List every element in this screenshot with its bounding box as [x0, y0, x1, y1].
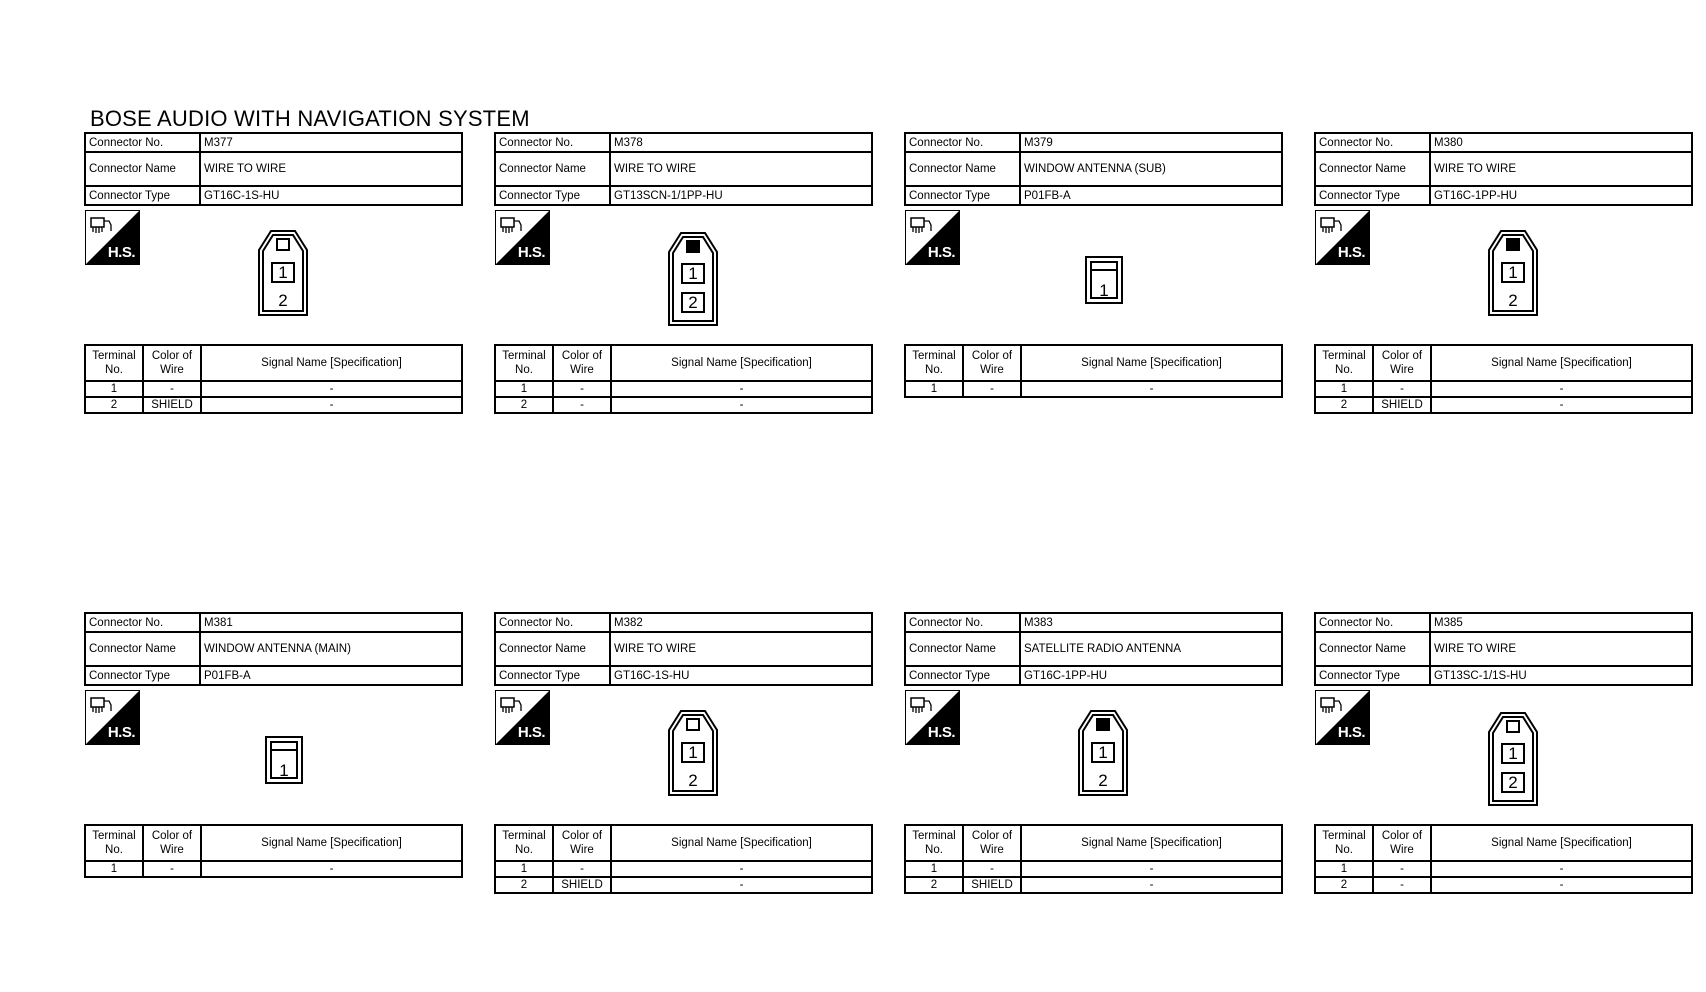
signal-name-cell: - [1431, 861, 1692, 877]
color-of-wire-header: Color of Wire [553, 345, 611, 381]
terminal-no-header: Terminal No. [905, 825, 963, 861]
connector-card-m383 [904, 612, 1283, 902]
connector-card-m385 [1314, 612, 1693, 902]
connector-type-value: GT16C-1S-HU [200, 186, 462, 205]
connector-hand-icon [89, 215, 113, 237]
pin-1: 1 [1091, 742, 1115, 763]
terminal-table [1314, 344, 1693, 414]
terminal-table [1314, 824, 1693, 894]
connector-no-label: Connector No. [85, 133, 200, 152]
page-title: BOSE AUDIO WITH NAVIGATION SYSTEM [90, 106, 530, 131]
connector-no-label: Connector No. [905, 133, 1020, 152]
signal-name-cell: - [611, 381, 872, 397]
connector-name-label: Connector Name [495, 632, 610, 666]
terminal-no-cell: 2 [85, 397, 143, 413]
terminal-no-header: Terminal No. [905, 345, 963, 381]
pin-2: 2 [1508, 291, 1518, 310]
signal-name-cell: - [611, 861, 872, 877]
connector-no-label: Connector No. [495, 613, 610, 632]
connector-card-m379 [904, 132, 1283, 422]
table-row [495, 397, 872, 413]
connector-type-label: Connector Type [495, 666, 610, 685]
connector-name-label: Connector Name [495, 152, 610, 186]
connector-name-label: Connector Name [905, 152, 1020, 186]
hs-label: H.S. [107, 724, 135, 741]
wire-color-cell: - [963, 381, 1021, 397]
connector-type-label: Connector Type [85, 186, 200, 205]
color-of-wire-header: Color of Wire [143, 345, 201, 381]
table-row [85, 381, 462, 397]
terminal-no-cell: 2 [495, 397, 553, 413]
terminal-no-cell: 2 [495, 877, 553, 893]
wire-color-cell: - [553, 861, 611, 877]
terminal-no-cell: 1 [1315, 381, 1373, 397]
connector-type-label: Connector Type [85, 666, 200, 685]
terminal-table [904, 824, 1283, 894]
hs-label: H.S. [517, 724, 545, 741]
connector-type-label: Connector Type [1315, 186, 1430, 205]
harness-side-icon [1315, 210, 1370, 265]
terminal-no-cell: 1 [905, 381, 963, 397]
terminal-no-cell: 1 [85, 861, 143, 877]
color-of-wire-header: Color of Wire [1373, 825, 1431, 861]
pin-1: 1 [1501, 262, 1525, 283]
terminal-table [494, 344, 873, 414]
table-row [905, 877, 1282, 893]
signal-name-cell: - [611, 877, 872, 893]
connector-no-value: M378 [610, 133, 872, 152]
terminal-table [84, 824, 463, 878]
connector-hand-icon [909, 695, 933, 717]
pin-2: 2 [1501, 772, 1525, 793]
connector-hand-icon [499, 215, 523, 237]
connector-card-m377 [84, 132, 463, 422]
signal-name-cell: - [1431, 381, 1692, 397]
connector-name-label: Connector Name [1315, 152, 1430, 186]
connector-hand-icon [89, 695, 113, 717]
connector-info-table [84, 612, 463, 686]
signal-name-cell: - [1431, 877, 1692, 893]
connector-name-value: WINDOW ANTENNA (SUB) [1020, 152, 1282, 186]
pin-1: 1 [681, 742, 705, 763]
terminal-no-header: Terminal No. [495, 345, 553, 381]
pin-2: 2 [278, 291, 288, 310]
table-row [85, 397, 462, 413]
table-row [1315, 381, 1692, 397]
signal-name-cell: - [1021, 381, 1282, 397]
terminal-no-cell: 1 [495, 861, 553, 877]
connector-name-label: Connector Name [1315, 632, 1430, 666]
connector-name-value: WIRE TO WIRE [1430, 152, 1692, 186]
harness-side-icon [85, 690, 140, 745]
terminal-no-cell: 1 [85, 381, 143, 397]
signal-name-cell: - [1021, 861, 1282, 877]
connector-type-value: GT16C-1PP-HU [1430, 186, 1692, 205]
table-row [85, 861, 462, 877]
table-row [495, 381, 872, 397]
connector-no-value: M383 [1020, 613, 1282, 632]
color-of-wire-header: Color of Wire [963, 345, 1021, 381]
connector-no-value: M379 [1020, 133, 1282, 152]
wire-color-cell: SHIELD [1373, 397, 1431, 413]
connector-name-label: Connector Name [85, 632, 200, 666]
wire-color-cell: - [963, 861, 1021, 877]
connector-card-m381 [84, 612, 463, 902]
connector-name-value: WIRE TO WIRE [200, 152, 462, 186]
wire-color-cell: - [143, 381, 201, 397]
connector-no-value: M377 [200, 133, 462, 152]
pin-1: 1 [279, 761, 289, 780]
connector-info-table [494, 612, 873, 686]
connector-name-label: Connector Name [85, 152, 200, 186]
connector-type-label: Connector Type [1315, 666, 1430, 685]
table-row [495, 877, 872, 893]
signal-name-header: Signal Name [Specification] [611, 825, 872, 861]
connector-no-label: Connector No. [1315, 613, 1430, 632]
signal-name-header: Signal Name [Specification] [1021, 345, 1282, 381]
signal-name-header: Signal Name [Specification] [611, 345, 872, 381]
signal-name-cell: - [1431, 397, 1692, 413]
terminal-no-cell: 2 [905, 877, 963, 893]
connector-name-value: WIRE TO WIRE [1430, 632, 1692, 666]
connector-card-m380 [1314, 132, 1693, 422]
connector-type-label: Connector Type [495, 186, 610, 205]
signal-name-cell: - [201, 397, 462, 413]
connector-no-value: M381 [200, 613, 462, 632]
signal-name-header: Signal Name [Specification] [1431, 825, 1692, 861]
connector-hand-icon [499, 695, 523, 717]
table-row [905, 381, 1282, 397]
table-row [1315, 877, 1692, 893]
pin-1: 1 [1099, 281, 1109, 300]
pin-2: 2 [681, 292, 705, 313]
connector-no-value: M385 [1430, 613, 1692, 632]
connector-info-table [904, 612, 1283, 686]
wire-color-cell: - [553, 397, 611, 413]
harness-side-icon [1315, 690, 1370, 745]
connector-no-value: M380 [1430, 133, 1692, 152]
harness-side-icon [495, 690, 550, 745]
signal-name-cell: - [1021, 877, 1282, 893]
connector-info-table [84, 132, 463, 206]
hs-label: H.S. [927, 724, 955, 741]
table-row [905, 861, 1282, 877]
connector-no-label: Connector No. [85, 613, 200, 632]
table-row [1315, 397, 1692, 413]
terminal-no-header: Terminal No. [1315, 345, 1373, 381]
harness-side-icon [85, 210, 140, 265]
connector-hand-icon [1319, 695, 1343, 717]
terminal-no-cell: 1 [1315, 861, 1373, 877]
signal-name-cell: - [201, 861, 462, 877]
signal-name-header: Signal Name [Specification] [1431, 345, 1692, 381]
signal-name-cell: - [201, 381, 462, 397]
terminal-no-cell: 1 [905, 861, 963, 877]
table-row [495, 861, 872, 877]
signal-name-header: Signal Name [Specification] [201, 345, 462, 381]
wire-color-cell: - [1373, 381, 1431, 397]
connector-no-label: Connector No. [905, 613, 1020, 632]
connector-info-table [494, 132, 873, 206]
connector-info-table [904, 132, 1283, 206]
connector-info-table [1314, 132, 1693, 206]
signal-name-header: Signal Name [Specification] [201, 825, 462, 861]
connector-type-value: P01FB-A [200, 666, 462, 685]
terminal-table [494, 824, 873, 894]
connector-hand-icon [1319, 215, 1343, 237]
terminal-no-header: Terminal No. [495, 825, 553, 861]
connector-name-label: Connector Name [905, 632, 1020, 666]
connector-hand-icon [909, 215, 933, 237]
color-of-wire-header: Color of Wire [1373, 345, 1431, 381]
wire-color-cell: SHIELD [553, 877, 611, 893]
hs-label: H.S. [1337, 244, 1365, 261]
terminal-table [84, 344, 463, 414]
hs-label: H.S. [517, 244, 545, 261]
connector-type-value: GT13SC-1/1S-HU [1430, 666, 1692, 685]
connector-card-m378 [494, 132, 873, 422]
harness-side-icon [905, 690, 960, 745]
connector-name-value: WIRE TO WIRE [610, 632, 872, 666]
wire-color-cell: - [143, 861, 201, 877]
signal-name-header: Signal Name [Specification] [1021, 825, 1282, 861]
pin-2: 2 [688, 771, 698, 790]
terminal-no-cell: 2 [1315, 397, 1373, 413]
connector-name-value: WINDOW ANTENNA (MAIN) [200, 632, 462, 666]
pin-1: 1 [1501, 743, 1525, 764]
terminal-table [904, 344, 1283, 398]
harness-side-icon [495, 210, 550, 265]
wire-color-cell: - [1373, 861, 1431, 877]
wire-color-cell: SHIELD [143, 397, 201, 413]
connector-type-value: GT16C-1S-HU [610, 666, 872, 685]
terminal-no-header: Terminal No. [85, 825, 143, 861]
terminal-no-cell: 2 [1315, 877, 1373, 893]
connector-type-value: GT16C-1PP-HU [1020, 666, 1282, 685]
connector-no-label: Connector No. [495, 133, 610, 152]
table-row [1315, 861, 1692, 877]
connector-no-label: Connector No. [1315, 133, 1430, 152]
terminal-no-cell: 1 [495, 381, 553, 397]
connector-type-value: P01FB-A [1020, 186, 1282, 205]
connector-card-m382 [494, 612, 873, 902]
terminal-no-header: Terminal No. [85, 345, 143, 381]
pin-1: 1 [271, 262, 295, 283]
terminal-no-header: Terminal No. [1315, 825, 1373, 861]
pin-1: 1 [681, 263, 705, 284]
wire-color-cell: SHIELD [963, 877, 1021, 893]
hs-label: H.S. [927, 244, 955, 261]
connector-type-label: Connector Type [905, 186, 1020, 205]
wire-color-cell: - [553, 381, 611, 397]
hs-label: H.S. [107, 244, 135, 261]
wire-color-cell: - [1373, 877, 1431, 893]
signal-name-cell: - [611, 397, 872, 413]
connector-info-table [1314, 612, 1693, 686]
connector-type-value: GT13SCN-1/1PP-HU [610, 186, 872, 205]
connector-type-label: Connector Type [905, 666, 1020, 685]
pin-2: 2 [1098, 771, 1108, 790]
connector-name-value: WIRE TO WIRE [610, 152, 872, 186]
color-of-wire-header: Color of Wire [553, 825, 611, 861]
color-of-wire-header: Color of Wire [143, 825, 201, 861]
color-of-wire-header: Color of Wire [963, 825, 1021, 861]
connector-no-value: M382 [610, 613, 872, 632]
harness-side-icon [905, 210, 960, 265]
connector-name-value: SATELLITE RADIO ANTENNA [1020, 632, 1282, 666]
hs-label: H.S. [1337, 724, 1365, 741]
